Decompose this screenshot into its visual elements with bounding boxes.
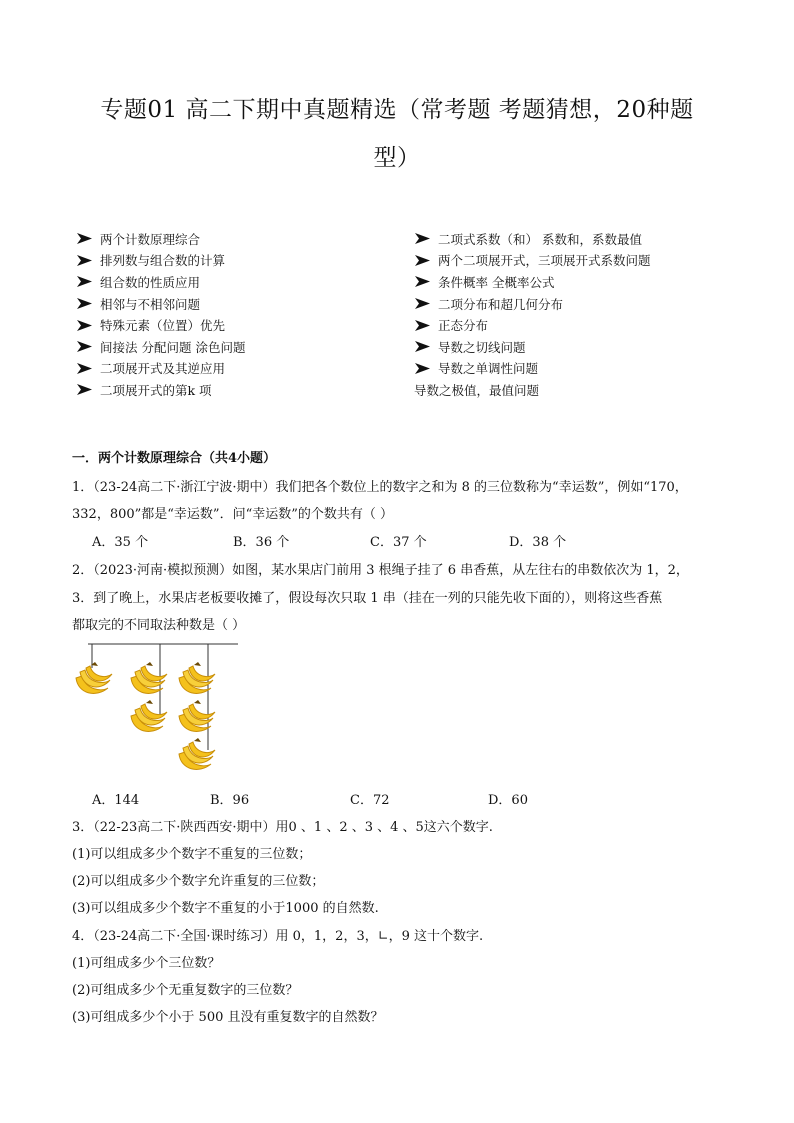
toc-item[interactable] [414,250,651,272]
banana-bunch[interactable] [76,662,112,693]
toc-item[interactable] [76,336,245,358]
arrow-bullet-icon [76,319,93,332]
arrow-bullet-icon [76,275,93,288]
banana-bunch[interactable] [179,662,215,693]
toc-item[interactable] [76,358,245,380]
toc-item-label: 二项展开式及其逆应用 [100,361,226,377]
toc-item-label: 组合数的性质应用 [100,274,201,290]
toc-item[interactable] [76,314,245,336]
toc-item[interactable] [414,358,651,380]
q2-line-1: 2．（2023·河南·模拟预测）如图，某水果店门前用 3 根绳子挂了 6 串香蕉，从左往右的串数依次为 1，2， [72,563,689,578]
arrow-bullet-icon [414,275,431,288]
q3-line-1: 3．（22-23高二下·陕西西安·期中）用0 、1 、2 、3 、4 、5这六个数字. [72,820,493,835]
q2-line-3: 都取完的不同取法种数是（ ） [72,618,246,633]
q3-sub-1: (1)可以组成多少个数字不重复的三位数； [72,847,312,862]
q4-sub-2: (2)可组成多少个无重复数字的三位数？ [72,983,299,998]
toc-item[interactable] [76,271,245,293]
toc-item-label: 二项式系数（和） 系数和，系数最值 [438,231,642,247]
toc-item-label: 二项分布和超几何分布 [438,296,564,312]
arrow-bullet-icon [76,254,93,267]
q1-option-b[interactable]: B．36 个 [233,535,290,550]
toc-item-label: 正态分布 [438,318,489,334]
banana-bunch[interactable] [131,700,167,731]
toc-item[interactable] [414,271,651,293]
toc-right-column [414,228,651,401]
q1-option-c[interactable]: C．37 个 [370,535,427,550]
arrow-bullet-icon [414,319,431,332]
banana-figure [72,640,252,780]
arrow-bullet-icon [76,297,93,310]
toc-item[interactable] [414,336,651,358]
toc-item-label: 特殊元素（位置）优先 [100,318,226,334]
toc-item-label: 条件概率 全概率公式 [438,274,555,290]
q3-sub-2: (2)可以组成多少个数字允许重复的三位数； [72,874,325,889]
arrow-bullet-icon [414,254,431,267]
q2-line-2: 3．到了晚上，水果店老板要收摊了，假设每次只取 1 串（挂在一列的只能先收下面的），则将这些香蕉 [72,591,663,606]
banana-bunch[interactable] [179,700,215,731]
toc-item[interactable] [76,250,245,272]
banana-bunch[interactable] [131,662,167,693]
toc-item[interactable] [414,314,651,336]
toc-item-label: 间接法 分配问题 涂色问题 [100,339,246,355]
arrow-bullet-icon [76,362,93,375]
q4-line-1: 4．（23-24高二下·全国·课时练习）用 0，1，2，3，∟，9 这十个数字. [72,929,484,944]
q4-sub-3: (3)可组成多少个小于 500 且没有重复数字的自然数？ [72,1010,384,1025]
toc-left-column [76,228,245,401]
toc-item[interactable] [76,228,245,250]
q1-line-1: 1．（23-24高二下·浙江宁波·期中）我们把各个数位上的数字之和为 8 的三位数称为“幸运数”，例如“170， [72,480,688,495]
toc-item[interactable] [414,228,651,250]
section-heading: 一．两个计数原理综合（共4小题） [72,451,277,466]
arrow-bullet-icon [76,340,93,353]
q1-option-d[interactable]: D．38 个 [509,535,567,550]
toc-item-plain[interactable]: 导数之极值，最值问题 [414,382,540,398]
title-line-2: 型） [373,145,421,171]
q1-option-a[interactable]: A．35 个 [92,535,149,550]
banana-diagram [72,640,252,780]
toc-item[interactable] [76,379,245,401]
arrow-bullet-icon [414,297,431,310]
toc-item-label: 排列数与组合数的计算 [100,253,226,269]
page-title [70,86,724,182]
toc-item-label: 相邻与不相邻问题 [100,296,201,312]
toc-item-label: 导数之切线问题 [438,339,526,355]
toc-item-label: 两个二项展开式，三项展开式系数问题 [438,253,651,269]
toc-item-label: 二项展开式的第k 项 [100,382,212,398]
toc-item-label: 两个计数原理综合 [100,231,201,247]
arrow-bullet-icon [76,383,93,396]
q2-option-b[interactable]: B．96 [210,793,250,808]
title-line-1: 专题01 高二下期中真题精选（常考题 考题猜想，20种题 [100,97,694,123]
arrow-bullet-icon [414,362,431,375]
q4-sub-1: (1)可组成多少个三位数？ [72,956,221,971]
q3-sub-3: (3)可以组成多少个数字不重复的小于1000 的自然数. [72,901,379,916]
arrow-bullet-icon [414,340,431,353]
q2-option-c[interactable]: C．72 [350,793,390,808]
arrow-bullet-icon [76,232,93,245]
arrow-bullet-icon [414,232,431,245]
banana-bunch[interactable] [179,738,215,769]
toc-item[interactable] [76,293,245,315]
q2-option-a[interactable]: A．144 [92,793,140,808]
toc-item[interactable] [414,293,651,315]
q1-line-2: 332，800”都是“幸运数”．问“幸运数”的个数共有（ ） [72,507,393,522]
toc-item-label: 导数之单调性问题 [438,361,539,377]
q2-option-d[interactable]: D．60 [488,793,528,808]
